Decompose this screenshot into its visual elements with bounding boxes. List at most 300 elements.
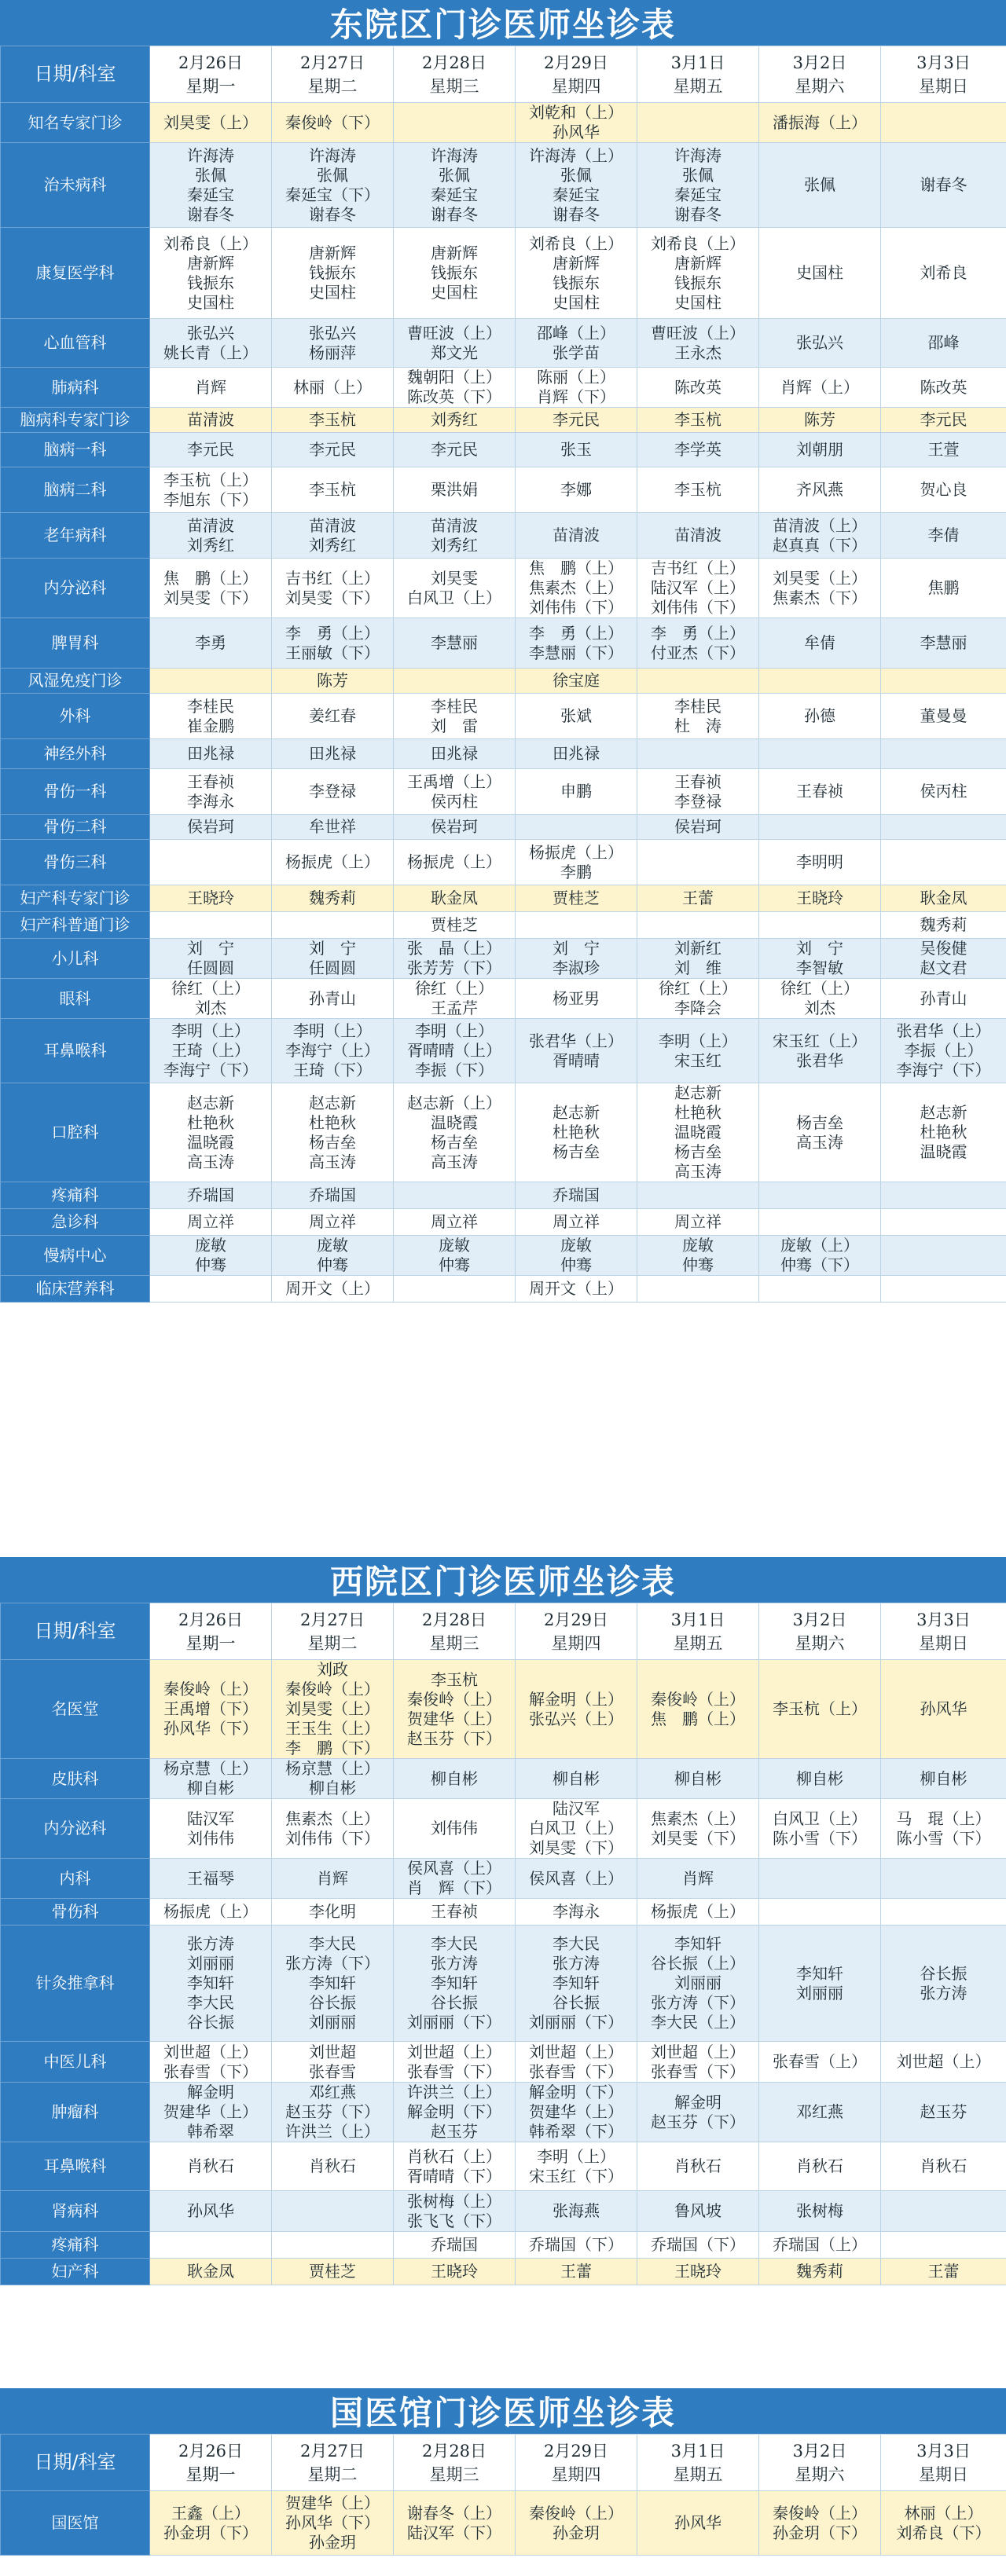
doctor-name: 栗洪娟 — [431, 480, 478, 499]
schedule-cell — [881, 912, 1006, 939]
schedule-cell — [394, 2259, 516, 2285]
schedule-cell — [272, 1209, 394, 1236]
doctor-name: 钱振东 — [187, 273, 234, 292]
schedule-cell — [150, 1799, 272, 1859]
doctor-name: 徐宝庭 — [553, 671, 600, 690]
doctor-name: 田兆禄 — [553, 744, 600, 763]
doctor-name: 李元民 — [187, 440, 234, 459]
doctor-name: 孙青山 — [920, 988, 967, 1008]
doctor-name: 解金明（下） — [529, 2083, 623, 2101]
schedule-cell — [150, 618, 272, 669]
doctor-name: 邓红燕 — [309, 2083, 356, 2101]
schedule-cell — [150, 979, 272, 1019]
doctor-name: 林丽（上） — [904, 2503, 983, 2523]
doctor-name: 胥晴晴（下） — [407, 2166, 501, 2186]
schedule-cell — [150, 319, 272, 368]
doctor-name: 刘昊雯（上） — [163, 112, 258, 132]
doctor-name: 刘世超（上） — [529, 2042, 623, 2061]
department-label: 老年病科 — [1, 513, 150, 559]
doctor-name: 李大民 — [309, 1934, 356, 1953]
schedule-cell — [881, 2042, 1006, 2083]
schedule-cell — [516, 1759, 637, 1799]
doctor-name: 李振（下） — [415, 1061, 494, 1079]
schedule-cell — [759, 368, 881, 408]
department-label: 名医堂 — [1, 1660, 150, 1759]
schedule-cell — [516, 1660, 637, 1759]
schedule-cell — [272, 694, 394, 739]
department-label: 外科 — [1, 694, 150, 739]
schedule-cell — [394, 1236, 516, 1276]
doctor-name: 付亚杰（下） — [651, 643, 745, 662]
doctor-name: 刘丽丽 — [796, 1983, 843, 2003]
west-table-row — [1, 1759, 1006, 1799]
schedule-cell — [272, 1236, 394, 1276]
schedule-cell — [150, 1660, 272, 1759]
department-label: 小儿科 — [1, 939, 150, 979]
guo-day-header: 2月29日 星期四 — [516, 2435, 637, 2491]
schedule-cell — [272, 1899, 394, 1926]
doctor-name: 乔瑞国 — [187, 1185, 234, 1204]
east-header-row — [1, 46, 1006, 103]
schedule-cell — [150, 228, 272, 319]
doctor-name: 刘丽丽 — [187, 1954, 234, 1973]
schedule-cell — [394, 1660, 516, 1759]
doctor-name: 贾桂芝 — [553, 889, 600, 907]
schedule-cell — [150, 1209, 272, 1236]
doctor-name: 刘 维 — [674, 958, 721, 977]
schedule-cell — [394, 1859, 516, 1899]
doctor-name: 杨吉垒 — [553, 1142, 600, 1161]
doctor-name: 刘 雷 — [431, 716, 478, 735]
doctor-name: 肖辉 — [682, 1868, 714, 1888]
doctor-name: 李慧丽 — [431, 633, 478, 652]
doctor-name: 刘新红 — [674, 939, 721, 958]
doctor-name: 吉书红（上） — [285, 568, 380, 588]
doctor-name: 张佩 — [195, 165, 226, 185]
doctor-name: 肖秋石 — [309, 2156, 356, 2175]
schedule-cell — [759, 2042, 881, 2083]
east-table-row — [1, 408, 1006, 433]
doctor-name: 柳自彬 — [431, 1768, 478, 1788]
schedule-cell — [516, 939, 637, 979]
schedule-cell — [150, 2232, 272, 2259]
schedule-cell — [759, 319, 881, 368]
schedule-cell — [272, 1859, 394, 1899]
doctor-name: 刘政 — [317, 1660, 348, 1679]
doctor-name: 高玉涛 — [187, 1152, 234, 1171]
doctor-name: 魏朝阳（上） — [407, 368, 501, 387]
schedule-cell — [637, 513, 759, 559]
doctor-name: 周立祥 — [309, 1212, 356, 1231]
doctor-name: 李元民 — [431, 440, 478, 459]
schedule-cell — [394, 1019, 516, 1083]
doctor-name: 刘杰 — [804, 999, 835, 1017]
department-label: 骨伤科 — [1, 1899, 150, 1926]
doctor-name: 刘昊雯（上） — [773, 568, 867, 588]
doctor-name: 庞敏 — [560, 1236, 592, 1255]
doctor-name: 陈小雪（下） — [773, 1828, 867, 1848]
west-table-row — [1, 2042, 1006, 2083]
doctor-name: 赵志新 — [309, 1093, 356, 1112]
doctor-name: 申鹏 — [560, 782, 592, 801]
guo-header-row — [1, 2435, 1006, 2491]
schedule-cell — [759, 669, 881, 694]
doctor-name: 谷长振（上） — [651, 1954, 745, 1973]
doctor-name: 李玉杭 — [431, 1669, 478, 1689]
doctor-name: 刘世超（上） — [896, 2052, 991, 2071]
doctor-name: 李倩 — [927, 526, 960, 544]
doctor-name: 李大民（上） — [651, 2013, 745, 2032]
doctor-name: 张树梅（上） — [407, 2191, 501, 2211]
doctor-name: 姚长青（上） — [163, 343, 258, 362]
schedule-cell — [881, 1182, 1006, 1209]
doctor-name: 庞敏 — [195, 1236, 226, 1255]
schedule-cell — [516, 368, 637, 408]
department-label: 骨伤三科 — [1, 840, 150, 885]
department-label: 疼痛科 — [1, 2232, 150, 2259]
east-table-row — [1, 1209, 1006, 1236]
schedule-cell — [881, 2083, 1006, 2142]
schedule-cell — [759, 618, 881, 669]
doctor-name: 侯岩珂 — [431, 817, 478, 836]
schedule-cell — [637, 433, 759, 467]
doctor-name: 孙青山 — [309, 988, 356, 1008]
doctor-name: 苗清波 — [187, 515, 234, 535]
doctor-name: 唐新辉 — [553, 253, 600, 273]
schedule-cell — [150, 513, 272, 559]
department-label: 国医馆 — [1, 2491, 150, 2556]
schedule-cell — [759, 1236, 881, 1276]
schedule-cell — [759, 1019, 881, 1083]
east-day-header: 3月3日 星期日 — [881, 46, 1006, 103]
doctor-name: 张方涛 — [553, 1954, 600, 1973]
doctor-name: 张学苗 — [553, 343, 600, 362]
doctor-name: 徐红（上） — [415, 979, 494, 998]
department-label: 内分泌科 — [1, 559, 150, 618]
doctor-name: 贺建华（上） — [529, 2102, 623, 2121]
doctor-name: 张春雪 — [309, 2061, 356, 2081]
doctor-name: 乔瑞国（下） — [529, 2235, 623, 2254]
doctor-name: 张方涛（下） — [285, 1954, 380, 1973]
schedule-cell — [759, 1799, 881, 1859]
schedule-cell — [881, 319, 1006, 368]
schedule-cell — [150, 694, 272, 739]
doctor-name: 柳自彬 — [309, 1779, 356, 1797]
doctor-name: 杜艳秋 — [187, 1112, 234, 1132]
schedule-cell — [150, 1083, 272, 1182]
doctor-name: 肖秋石 — [674, 2156, 721, 2175]
schedule-cell — [881, 979, 1006, 1019]
schedule-cell — [759, 1209, 881, 1236]
doctor-name: 焦 鹏（上） — [163, 568, 258, 588]
doctor-name: 刘杰 — [195, 999, 226, 1017]
schedule-cell — [150, 669, 272, 694]
doctor-name: 高玉涛 — [309, 1152, 356, 1171]
doctor-name: 李海永 — [187, 791, 234, 811]
doctor-name: 张树梅 — [796, 2201, 843, 2220]
west-day-header: 3月2日 星期六 — [759, 1603, 881, 1660]
doctor-name: 刘希良（上） — [529, 233, 623, 253]
schedule-cell — [637, 885, 759, 912]
east-corner-label: 日期/科室 — [1, 46, 150, 103]
schedule-cell — [272, 2083, 394, 2142]
doctor-name: 赵玉芬 — [431, 2122, 478, 2141]
doctor-name: 解金明（下） — [407, 2102, 501, 2121]
department-label: 疼痛科 — [1, 1182, 150, 1209]
doctor-name: 苗清波（上） — [773, 515, 867, 535]
schedule-cell — [150, 559, 272, 618]
schedule-cell — [394, 2232, 516, 2259]
doctor-name: 杜艳秋 — [553, 1123, 600, 1141]
doctor-name: 王玉生（上） — [285, 1719, 380, 1738]
schedule-cell — [394, 694, 516, 739]
department-label: 心血管科 — [1, 319, 150, 368]
doctor-name: 牟倩 — [804, 633, 835, 652]
doctor-name: 曹旺波（上） — [651, 323, 745, 343]
doctor-name: 杨振虎（上） — [529, 842, 623, 862]
schedule-cell — [637, 840, 759, 885]
guo-day-header: 3月3日 星期日 — [881, 2435, 1006, 2491]
doctor-name: 吴俊健 — [920, 939, 967, 958]
schedule-cell — [394, 939, 516, 979]
west-section-title: 西院区门诊医师坐诊表 — [0, 1557, 1006, 1603]
schedule-cell — [272, 2042, 394, 2083]
schedule-cell — [394, 1209, 516, 1236]
schedule-cell — [394, 228, 516, 319]
schedule-cell — [516, 739, 637, 769]
doctor-name: 李知轩 — [187, 1973, 234, 1992]
doctor-name: 仲骞 — [560, 1255, 592, 1274]
doctor-name: 魏秀莉 — [796, 2262, 843, 2281]
guo-section-title: 国医馆门诊医师坐诊表 — [0, 2388, 1006, 2434]
doctor-name: 侯风喜（上） — [407, 1859, 501, 1878]
guo-day-header: 2月27日 星期二 — [272, 2435, 394, 2491]
schedule-cell — [150, 1182, 272, 1209]
schedule-cell — [272, 433, 394, 467]
doctor-name: 鲁风坡 — [674, 2201, 721, 2220]
doctor-name: 焦素杰（上） — [529, 578, 623, 597]
doctor-name: 侯岩珂 — [674, 817, 721, 836]
schedule-cell — [759, 143, 881, 228]
doctor-name: 姜红春 — [309, 706, 356, 725]
schedule-cell — [637, 912, 759, 939]
doctor-name: 张佩 — [804, 175, 835, 194]
east-table-row — [1, 815, 1006, 840]
doctor-name: 李大民 — [431, 1934, 478, 1953]
schedule-cell — [759, 408, 881, 433]
doctor-name: 王晓玲 — [674, 2262, 721, 2281]
schedule-cell — [516, 513, 637, 559]
guo-schedule-table — [0, 2434, 1006, 2556]
doctor-name: 杨吉垒 — [431, 1132, 478, 1152]
schedule-cell — [150, 840, 272, 885]
schedule-cell — [516, 669, 637, 694]
doctor-name: 胥晴晴 — [553, 1050, 600, 1070]
doctor-name: 杨亚男 — [553, 988, 600, 1008]
east-table-row — [1, 319, 1006, 368]
schedule-cell — [394, 2142, 516, 2191]
east-table-row — [1, 433, 1006, 467]
doctor-name: 秦延宝 — [674, 185, 721, 204]
schedule-cell — [637, 559, 759, 618]
schedule-cell — [759, 433, 881, 467]
doctor-name: 陆汉军（下） — [407, 2523, 501, 2542]
doctor-name: 李明（上） — [659, 1031, 737, 1050]
doctor-name: 贺建华（上） — [285, 2494, 380, 2512]
doctor-name: 贺建华（上） — [407, 1709, 501, 1728]
doctor-name: 刘世超（上） — [651, 2042, 745, 2061]
doctor-name: 高玉涛 — [674, 1162, 721, 1181]
doctor-name: 谢春冬 — [553, 204, 600, 224]
schedule-cell — [516, 467, 637, 513]
doctor-name: 刘希良 — [920, 263, 967, 282]
doctor-name: 李 勇（上） — [285, 623, 380, 643]
department-label: 耳鼻喉科 — [1, 2142, 150, 2191]
schedule-cell — [759, 2083, 881, 2142]
doctor-name: 李明（上） — [537, 2146, 615, 2166]
doctor-name: 谷长振 — [920, 1963, 967, 1983]
schedule-cell — [881, 467, 1006, 513]
schedule-cell — [394, 1083, 516, 1182]
schedule-cell — [150, 408, 272, 433]
schedule-cell — [759, 769, 881, 815]
schedule-cell — [150, 467, 272, 513]
doctor-name: 孙金玥 — [309, 2533, 356, 2552]
east-table-row — [1, 1276, 1006, 1303]
doctor-name: 庞敏 — [317, 1236, 348, 1255]
doctor-name: 张方涛 — [431, 1954, 478, 1973]
doctor-name: 苗清波 — [431, 515, 478, 535]
schedule-cell — [272, 840, 394, 885]
doctor-name: 刘丽丽（下） — [407, 2013, 501, 2032]
schedule-cell — [272, 1083, 394, 1182]
doctor-name: 任圆圆 — [187, 958, 234, 977]
guo-day-header: 2月28日 星期三 — [394, 2435, 516, 2491]
schedule-cell — [516, 815, 637, 840]
doctor-name: 李旭东（下） — [163, 489, 258, 509]
doctor-name: 焦素杰（上） — [651, 1808, 745, 1828]
doctor-name: 秦俊岭（上） — [285, 1680, 380, 1698]
west-table-row — [1, 1799, 1006, 1859]
doctor-name: 杜艳秋 — [920, 1123, 967, 1141]
doctor-name: 刘伟伟（下） — [651, 598, 745, 617]
schedule-cell — [637, 1083, 759, 1182]
doctor-name: 刘伟伟 — [187, 1828, 234, 1848]
doctor-name: 邵峰（上） — [537, 323, 615, 343]
schedule-cell — [272, 2259, 394, 2285]
doctor-name: 史国柱 — [309, 283, 356, 302]
doctor-name: 秦俊岭（上） — [163, 1680, 258, 1698]
doctor-name: 赵志新 — [187, 1093, 234, 1112]
doctor-name: 陈改英（下） — [407, 387, 501, 406]
doctor-name: 秦俊岭（上） — [651, 1689, 745, 1709]
doctor-name: 周立祥 — [674, 1212, 721, 1231]
doctor-name: 赵志新 — [674, 1083, 721, 1102]
east-table-row — [1, 840, 1006, 885]
schedule-cell — [272, 467, 394, 513]
schedule-cell — [637, 815, 759, 840]
schedule-cell — [881, 143, 1006, 228]
schedule-cell — [150, 1236, 272, 1276]
schedule-cell — [759, 979, 881, 1019]
doctor-name: 刘秀红 — [431, 410, 478, 429]
doctor-name: 魏秀莉 — [920, 915, 967, 934]
doctor-name: 庞敏 — [439, 1236, 470, 1255]
schedule-cell — [637, 618, 759, 669]
doctor-name: 杜 涛 — [674, 716, 721, 735]
schedule-cell — [394, 1899, 516, 1926]
schedule-cell — [150, 2042, 272, 2083]
doctor-name: 刘 宁 — [796, 939, 843, 958]
doctor-name: 李明明 — [796, 852, 843, 871]
doctor-name: 潘振海（上） — [773, 112, 867, 132]
east-table-row — [1, 228, 1006, 319]
doctor-name: 杜艳秋 — [309, 1112, 356, 1132]
doctor-name: 王蕾 — [682, 889, 714, 907]
doctor-name: 田兆禄 — [187, 744, 234, 763]
east-table-row — [1, 979, 1006, 1019]
doctor-name: 谷长振 — [553, 1993, 600, 2012]
west-header-row — [1, 1603, 1006, 1660]
schedule-cell — [516, 319, 637, 368]
schedule-cell — [637, 1276, 759, 1303]
doctor-name: 赵文君 — [920, 958, 967, 977]
schedule-cell — [881, 1236, 1006, 1276]
doctor-name: 刘 宁 — [553, 939, 600, 958]
doctor-name: 仲骞 — [439, 1255, 470, 1274]
schedule-cell — [881, 1019, 1006, 1083]
doctor-name: 肖秋石 — [187, 2156, 234, 2175]
schedule-cell — [759, 885, 881, 912]
schedule-cell — [150, 739, 272, 769]
doctor-name: 李学英 — [674, 440, 721, 459]
schedule-cell — [394, 368, 516, 408]
doctor-name: 曹旺波（上） — [407, 323, 501, 343]
schedule-cell — [516, 840, 637, 885]
schedule-cell — [150, 143, 272, 228]
schedule-cell — [881, 769, 1006, 815]
doctor-name: 耿金凤 — [431, 889, 478, 907]
doctor-name: 杨吉垒 — [674, 1142, 721, 1161]
doctor-name: 秦俊岭（下） — [285, 112, 380, 132]
schedule-cell — [637, 694, 759, 739]
doctor-name: 刘 宁 — [187, 939, 234, 958]
department-label: 急诊科 — [1, 1209, 150, 1236]
doctor-name: 唐新辉 — [187, 253, 234, 273]
doctor-name: 许海涛（上） — [529, 145, 623, 165]
schedule-cell — [881, 669, 1006, 694]
east-table-row — [1, 694, 1006, 739]
doctor-name: 柳自彬 — [187, 1779, 234, 1797]
department-label: 神经外科 — [1, 739, 150, 769]
doctor-name: 温晓霞 — [187, 1132, 234, 1152]
doctor-name: 钱振东 — [553, 273, 600, 292]
schedule-cell — [759, 694, 881, 739]
doctor-name: 秦延宝 — [553, 185, 600, 204]
schedule-cell — [394, 2042, 516, 2083]
schedule-cell — [637, 1799, 759, 1859]
doctor-name: 李登禄 — [674, 791, 721, 811]
schedule-cell — [150, 433, 272, 467]
doctor-name: 李化明 — [309, 1902, 356, 1921]
doctor-name: 李 勇（上） — [651, 623, 745, 643]
schedule-cell — [150, 1859, 272, 1899]
doctor-name: 李桂民 — [187, 696, 234, 716]
west-day-header: 2月29日 星期四 — [516, 1603, 637, 1660]
schedule-cell — [394, 840, 516, 885]
schedule-cell — [394, 408, 516, 433]
doctor-name: 李桂民 — [431, 696, 478, 716]
